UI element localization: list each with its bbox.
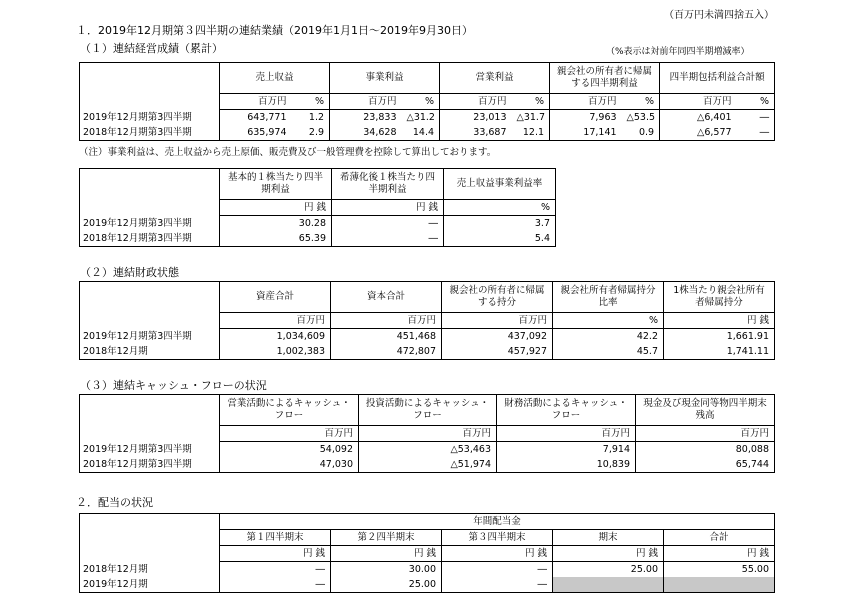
dividends-header-row	[80, 530, 775, 546]
table-cell: ―	[332, 216, 444, 232]
col-header-total: 合計	[664, 530, 775, 546]
pct-note: （%表示は対前年同四半期増減率）	[606, 47, 750, 57]
row-label: 2018年12月期第3四半期	[80, 125, 220, 141]
dividends-unit-row	[80, 546, 775, 562]
table-row	[80, 329, 775, 345]
table-cell: 14.4	[402, 125, 440, 141]
results-unit-row	[80, 94, 775, 110]
financial-unit-blank	[80, 313, 220, 329]
unit-cell: 百万円	[331, 313, 442, 329]
unit-cell: %	[737, 94, 775, 110]
financial-header-row	[80, 282, 775, 313]
col-header-business-profit: 事業利益	[330, 63, 440, 94]
dividends-header-blank	[80, 530, 220, 546]
unit-cell: 円 銭	[332, 200, 444, 216]
table-cell: 437,092	[442, 329, 553, 345]
col-header-q3: 第３四半期末	[442, 530, 553, 546]
table-cell: 2.9	[292, 125, 330, 141]
table-cell: ―	[332, 231, 444, 247]
col-header-revenue: 売上収益	[220, 63, 330, 94]
dividends-group-row	[80, 514, 775, 530]
table-cell: 34,628	[330, 125, 402, 141]
section1-title: １．2019年12月期第３四半期の連結業績（2019年1月1日～2019年9月30日）	[76, 24, 473, 37]
row-label: 2019年12月期第3四半期	[80, 329, 220, 345]
row-label: 2019年12月期第3四半期	[80, 216, 220, 232]
table-cell: 45.7	[553, 344, 664, 360]
table-cell: 643,771	[220, 110, 292, 126]
table-cell: 457,927	[442, 344, 553, 360]
row-label: 2018年12月期第3四半期	[80, 231, 220, 247]
table-cell: 451,468	[331, 329, 442, 345]
unit-cell: 円 銭	[220, 200, 332, 216]
col-header-operating-profit: 営業利益	[440, 63, 550, 94]
dividends-unit-blank	[80, 546, 220, 562]
table-cell: 3.7	[444, 216, 556, 232]
col-header-year-end: 期末	[553, 530, 664, 546]
table-row	[80, 442, 775, 458]
row-label: 2018年12月期	[80, 344, 220, 360]
unit-cell: 百万円	[550, 94, 622, 110]
table-cell: 1,034,609	[220, 329, 331, 345]
per-share-unit-row	[80, 200, 556, 216]
unit-cell: 円 銭	[331, 546, 442, 562]
table-cell: △53.5	[622, 110, 660, 126]
col-header-annual-dividends: 年間配当金	[220, 514, 775, 530]
table-row	[80, 457, 775, 473]
table-cell: 33,687	[440, 125, 512, 141]
unit-cell: 円 銭	[664, 546, 775, 562]
table-cell: 10,839	[497, 457, 636, 473]
table-cell: 5.4	[444, 231, 556, 247]
unit-cell: %	[444, 200, 556, 216]
col-header-total-equity: 資本合計	[331, 282, 442, 313]
table-cell: 80,088	[636, 442, 775, 458]
results-unit-blank	[80, 94, 220, 110]
row-label: 2019年12月期	[80, 577, 220, 593]
table-cell: ―	[737, 110, 775, 126]
table-cell: 55.00	[664, 562, 775, 578]
table-cell: 23,013	[440, 110, 512, 126]
table-cell: 54,092	[220, 442, 359, 458]
table-cell: 23,833	[330, 110, 402, 126]
unit-cell: %	[512, 94, 550, 110]
col-header-total-assets: 資産合計	[220, 282, 331, 313]
table-cell: 472,807	[331, 344, 442, 360]
table-row	[80, 125, 775, 141]
cash-flow-unit-row	[80, 426, 775, 442]
table-cell: ―	[737, 125, 775, 141]
col-header-cash-balance: 現金及び現金同等物四半期末残高	[636, 395, 775, 426]
table-cell: 65,744	[636, 457, 775, 473]
results-corner	[80, 63, 220, 94]
col-header-basic-eps: 基本的１株当たり四半期利益	[220, 169, 332, 200]
table-cell: 1,002,383	[220, 344, 331, 360]
col-header-equity-ratio: 親会社所有者帰属持分比率	[553, 282, 664, 313]
results-header-row	[80, 63, 775, 94]
unit-cell: 百万円	[220, 94, 292, 110]
unit-cell: 百万円	[359, 426, 497, 442]
dividends-title: ２．配当の状況	[76, 496, 153, 509]
unit-cell: %	[622, 94, 660, 110]
table-cell: △6,401	[660, 110, 737, 126]
unit-cell: %	[292, 94, 330, 110]
table-cell: 25.00	[553, 562, 664, 578]
row-label: 2018年12月期第3四半期	[80, 457, 220, 473]
unit-cell: 円 銭	[220, 546, 331, 562]
row-label: 2018年12月期	[80, 562, 220, 578]
col-header-diluted-eps: 希薄化後１株当たり四半期利益	[332, 169, 444, 200]
per-share-corner	[80, 169, 220, 200]
cash-flow-title: （３）連結キャッシュ・フローの状況	[80, 379, 267, 392]
table-cell: 12.1	[512, 125, 550, 141]
table-cell: 7,963	[550, 110, 622, 126]
table-cell: 635,974	[220, 125, 292, 141]
results-title: （１）連結経営成績（累計）	[80, 42, 223, 55]
cash-flow-table	[79, 394, 775, 473]
table-row	[80, 216, 556, 232]
table-cell: 1,661.91	[664, 329, 775, 345]
results-table	[79, 62, 775, 141]
results-footnote: （注）事業利益は、売上収益から売上原価、販売費及び一般管理費を控除して算出しております。	[79, 147, 497, 158]
col-header-bps: 1株当たり親会社所有者帰属持分	[664, 282, 775, 313]
col-header-operating-cf: 営業活動によるキャッシュ・フロー	[220, 395, 359, 426]
col-header-q1: 第１四半期末	[220, 530, 331, 546]
table-row	[80, 344, 775, 360]
table-cell: 42.2	[553, 329, 664, 345]
table-cell: △31.7	[512, 110, 550, 126]
table-row	[80, 577, 775, 593]
unit-cell: 円 銭	[553, 546, 664, 562]
table-cell: △53,463	[359, 442, 497, 458]
table-cell: 30.28	[220, 216, 332, 232]
financial-position-title: （２）連結財政状態	[80, 266, 179, 279]
unit-cell: %	[553, 313, 664, 329]
col-header-profit-attributable: 親会社の所有者に帰属する四半期利益	[550, 63, 660, 94]
col-header-profit-margin: 売上収益事業利益率	[444, 169, 556, 200]
unit-cell: 円 銭	[664, 313, 775, 329]
unit-cell: 百万円	[636, 426, 775, 442]
table-cell: △31.2	[402, 110, 440, 126]
table-cell: ―	[220, 577, 331, 593]
unit-cell: 円 銭	[442, 546, 553, 562]
table-cell: 1,741.11	[664, 344, 775, 360]
unit-cell: 百万円	[220, 313, 331, 329]
cash-flow-corner	[80, 395, 220, 426]
unit-cell: %	[402, 94, 440, 110]
table-cell: ―	[442, 577, 553, 593]
unit-cell: 百万円	[440, 94, 512, 110]
table-row	[80, 562, 775, 578]
dividends-table	[79, 513, 775, 593]
table-cell: △51,974	[359, 457, 497, 473]
table-cell-shaded	[664, 577, 775, 593]
row-label: 2019年12月期第3四半期	[80, 442, 220, 458]
unit-cell: 百万円	[330, 94, 402, 110]
table-cell: 25.00	[331, 577, 442, 593]
col-header-comprehensive-income: 四半期包括利益合計額	[660, 63, 775, 94]
col-header-equity-attributable: 親会社の所有者に帰属する持分	[442, 282, 553, 313]
table-cell: 7,914	[497, 442, 636, 458]
per-share-table	[79, 168, 556, 247]
table-row	[80, 231, 556, 247]
financial-position-table	[79, 281, 775, 360]
table-cell: 30.00	[331, 562, 442, 578]
table-cell-shaded	[553, 577, 664, 593]
table-cell: △6,577	[660, 125, 737, 141]
row-label: 2019年12月期第3四半期	[80, 110, 220, 126]
cash-flow-unit-blank	[80, 426, 220, 442]
financial-unit-row	[80, 313, 775, 329]
table-cell: ―	[220, 562, 331, 578]
table-cell: 17,141	[550, 125, 622, 141]
table-cell: 0.9	[622, 125, 660, 141]
cash-flow-header-row	[80, 395, 775, 426]
col-header-investing-cf: 投資活動によるキャッシュ・フロー	[359, 395, 497, 426]
dividends-corner	[80, 514, 220, 530]
unit-cell: 百万円	[660, 94, 737, 110]
table-cell: ―	[442, 562, 553, 578]
per-share-unit-blank	[80, 200, 220, 216]
table-cell: 47,030	[220, 457, 359, 473]
col-header-financing-cf: 財務活動によるキャッシュ・フロー	[497, 395, 636, 426]
unit-cell: 百万円	[497, 426, 636, 442]
unit-cell: 百万円	[220, 426, 359, 442]
table-cell: 1.2	[292, 110, 330, 126]
table-cell: 65.39	[220, 231, 332, 247]
col-header-q2: 第２四半期末	[331, 530, 442, 546]
table-row	[80, 110, 775, 126]
per-share-header-row	[80, 169, 556, 200]
financial-corner	[80, 282, 220, 313]
unit-cell: 百万円	[442, 313, 553, 329]
unit-note: （百万円未満四捨五入）	[664, 10, 774, 21]
